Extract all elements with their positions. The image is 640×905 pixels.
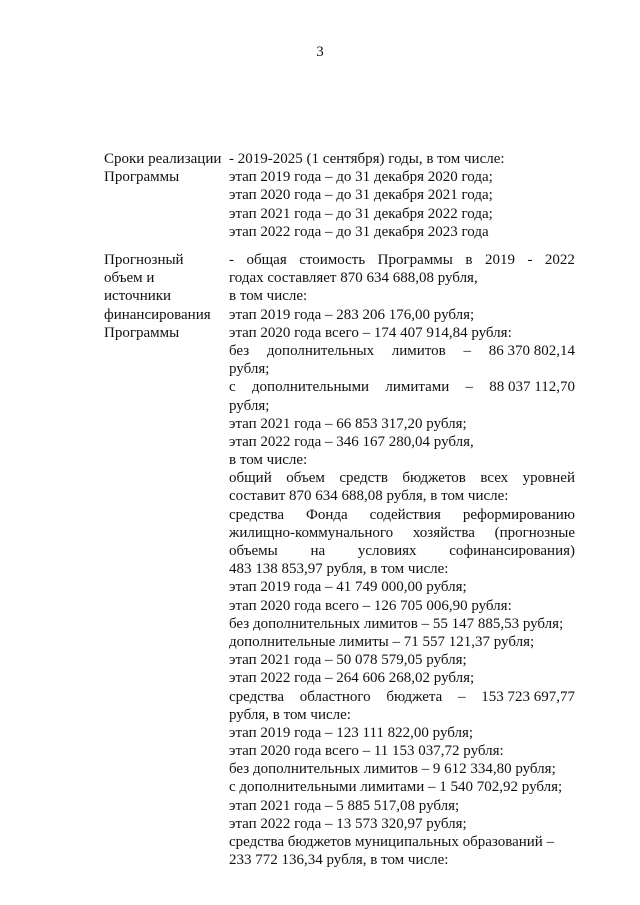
text-word: Программы [377, 252, 453, 268]
justified-text-line [229, 506, 575, 524]
text-line: этап 2020 года – до 31 декабря 2021 года; [229, 187, 493, 204]
text-line: рубля; [229, 361, 270, 378]
text-word: 153 723 697,77 [481, 688, 575, 705]
implementation-period-content [229, 150, 575, 241]
label-financing [104, 251, 222, 342]
text-line: этап 2019 года – 123 111 822,00 рубля; [229, 724, 474, 741]
text-line: этап 2019 года – до 31 декабря 2020 года; [229, 169, 493, 186]
label-line: объем и [104, 270, 155, 287]
text-word: жилищно-коммунального [229, 524, 394, 541]
text-line: в том числе: [229, 288, 308, 305]
text-word: дополнительными [251, 379, 370, 396]
text-word: 88 037 112,70 [489, 379, 575, 396]
text-word: лимитов [391, 342, 446, 359]
text-line: этап 2022 года – 264 606 268,02 рубля; [229, 670, 475, 687]
text-line: 483 138 853,97 рубля, в том числе: [229, 561, 449, 578]
text-word: хозяйства [412, 524, 475, 541]
label-line: Программы [104, 169, 180, 186]
text-word: стоимость [299, 252, 366, 268]
text-line: без дополнительных лимитов – 9 612 334,80 рубля; [229, 761, 556, 778]
text-word: (прогнозные [494, 524, 575, 541]
text-word: 2022 [544, 252, 575, 268]
text-word: в [465, 252, 473, 268]
text-word: реформированию [462, 506, 575, 523]
text-line: этап 2021 года – 66 853 317,20 рубля; [229, 415, 467, 432]
page-number: 3 [316, 44, 324, 60]
justified-text-line [229, 342, 575, 360]
text-line: этап 2019 года – 41 749 000,00 рубля; [229, 579, 467, 596]
label-line: источники [104, 288, 172, 305]
text-line: с дополнительными лимитами – 1 540 702,92 рубля; [229, 779, 563, 796]
label-line: Сроки реализации [104, 151, 222, 167]
text-word: общий [229, 470, 272, 487]
text-word: - [527, 252, 533, 268]
justified-text-line [229, 469, 575, 487]
text-line: этап 2020 года всего – 174 407 914,84 рубля: [229, 324, 512, 341]
text-line: 233 772 136,34 рубля, в том числе: [229, 852, 449, 869]
text-word: без [229, 342, 250, 359]
text-word: всех [480, 470, 509, 487]
text-line: в том числе: [229, 452, 308, 469]
text-word: объем [286, 470, 325, 487]
text-word: Фонда [305, 506, 348, 523]
justified-text-line [229, 378, 575, 396]
text-word: лимитами [385, 379, 450, 396]
text-line: этап 2020 года всего – 11 153 037,72 рубля: [229, 743, 504, 760]
text-word: 86 370 802,14 [488, 342, 575, 359]
text-word: бюджетов [402, 470, 466, 487]
text-word: уровней [522, 470, 575, 487]
justified-text-line [229, 524, 575, 542]
label-implementation-period [104, 150, 222, 186]
text-line: этап 2019 года – 283 206 176,00 рубля; [229, 306, 475, 323]
text-word: средства [229, 688, 285, 705]
text-word: условиях [357, 543, 417, 559]
text-line: этап 2020 года всего – 126 705 006,90 рубля: [229, 597, 512, 614]
text-word: дополнительных [266, 342, 375, 359]
text-line: - 2019-2025 (1 сентября) годы, в том числе: [229, 151, 505, 167]
text-word: содействия [369, 506, 441, 523]
text-line: этап 2021 года – до 31 декабря 2022 года; [229, 205, 493, 222]
text-word: с [229, 379, 236, 396]
text-word: бюджета [386, 688, 443, 705]
text-word: – [463, 342, 471, 359]
text-word: 2019 [484, 252, 515, 268]
label-line: Программы [104, 324, 180, 341]
text-word: на [310, 543, 326, 559]
label-line: финансирования [104, 306, 211, 323]
justified-text-line [229, 688, 575, 706]
text-word: – [465, 379, 474, 396]
text-line: этап 2022 года – 346 167 280,04 рубля, [229, 433, 474, 450]
text-line: годах составляет 870 634 688,08 рубля, [229, 270, 478, 287]
financing-content [229, 251, 575, 869]
text-word: средств [339, 470, 388, 487]
text-line: этап 2021 года – 5 885 517,08 рубля; [229, 797, 460, 814]
text-line: без дополнительных лимитов – 55 147 885,53 рубля; [229, 615, 564, 632]
text-line: составит 870 634 688,08 рубля, в том числе: [229, 488, 509, 505]
justified-text-line [229, 542, 575, 560]
text-word: областного [299, 688, 371, 705]
text-line: этап 2022 года – 13 573 320,97 рубля; [229, 815, 467, 832]
text-line: средства бюджетов муниципальных образований – [229, 834, 555, 850]
justified-text-line [229, 251, 575, 269]
text-word: - [229, 252, 234, 268]
text-word: объемы [229, 543, 278, 559]
text-line: рубля; [229, 397, 270, 414]
text-word: софинансирования) [449, 543, 575, 559]
text-line: дополнительные лимиты – 71 557 121,37 рубля; [229, 633, 535, 650]
text-word: – [458, 688, 466, 705]
text-line: рубля, в том числе: [229, 706, 351, 723]
label-line: Прогнозный [104, 252, 184, 268]
text-word: средства [229, 506, 285, 523]
text-line: этап 2021 года – 50 078 579,05 рубля; [229, 652, 467, 669]
text-line: этап 2022 года – до 31 декабря 2023 года [229, 223, 489, 240]
text-word: общая [246, 252, 287, 268]
